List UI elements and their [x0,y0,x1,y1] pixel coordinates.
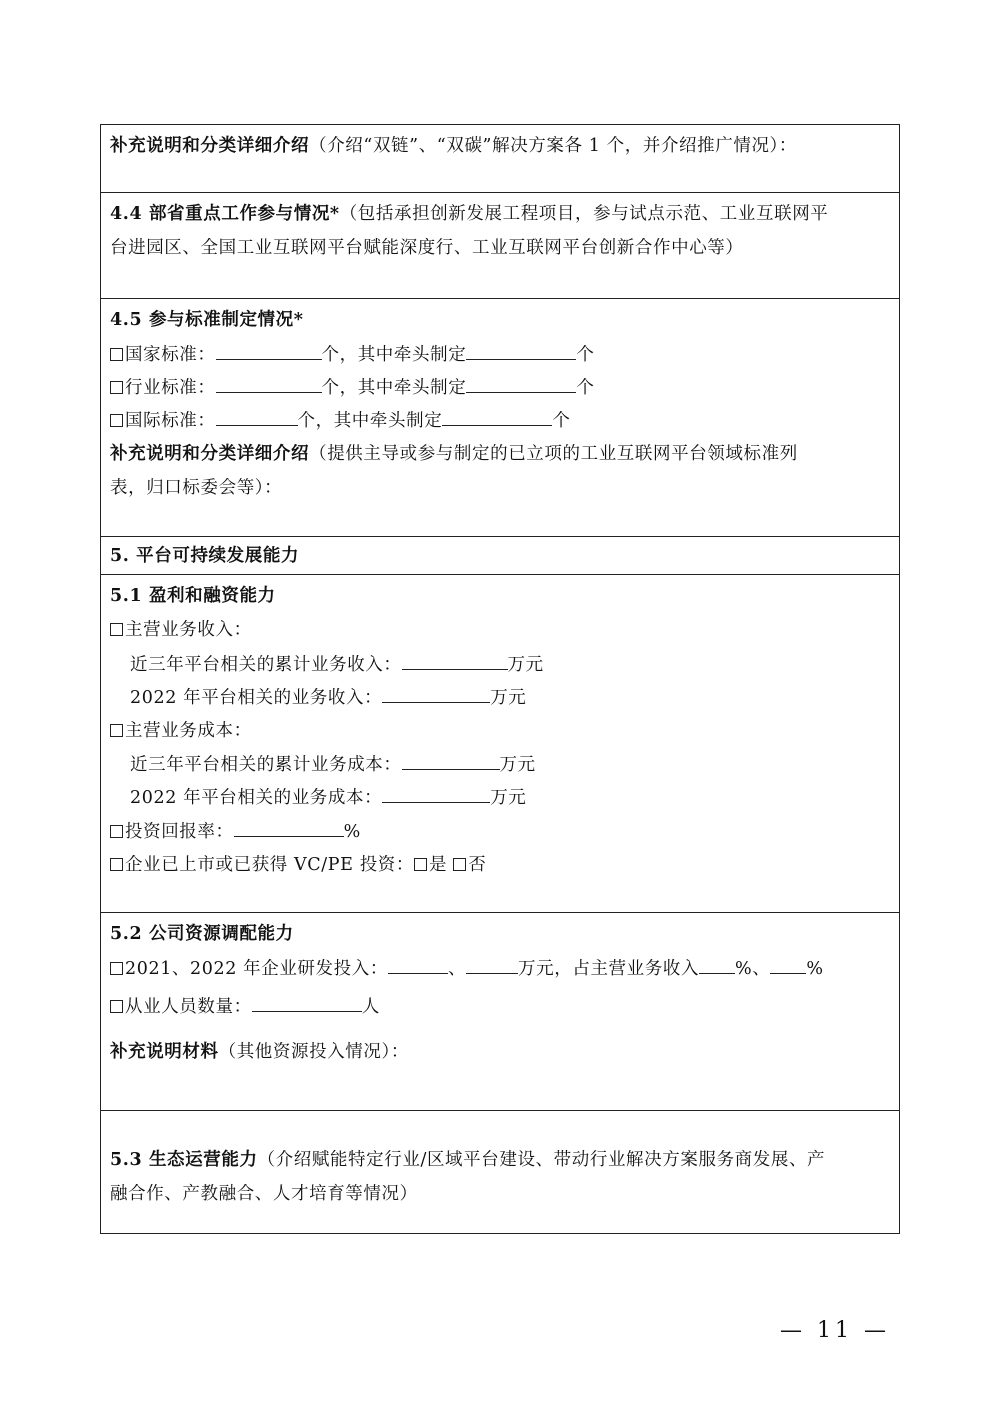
standard-row-international [110,409,570,432]
listed-no-checkbox[interactable] [453,858,466,871]
national-standard-count-field[interactable] [216,343,322,360]
national-standard-label: 国家标准： [125,345,216,365]
standard-row-industry [110,376,594,399]
section-5-3-title: 5.3 生态运营能力 [110,1150,258,1170]
section-5-2-title: 5.2 公司资源调配能力 [110,924,294,944]
national-standard-lead-field[interactable] [466,343,576,360]
supplementary-intro-line [110,135,797,157]
section-4-4-note-2: 台进园区、全国工业互联网平台赋能深度行、工业互联网平台创新合作中心等） [110,238,744,258]
standard-supplementary-line-1 [110,443,798,465]
rd-2022-field[interactable] [466,957,518,974]
roi-checkbox[interactable] [110,825,123,838]
revenue-3y-label: 近三年平台相关的累计业务收入： [130,655,402,675]
cost-checkbox[interactable] [110,724,123,737]
staff-checkbox[interactable] [110,1000,123,1013]
cost-2022-unit: 万元 [490,788,527,808]
page-number: — 11 — [780,1318,890,1343]
section-4-4-note-1: （包括承担创新发展工程项目，参与试点示范、工业互联网平 [339,204,829,224]
standard-supplementary-note-2: 表，归口标委会等）： [110,478,283,498]
cost-3y-unit: 万元 [499,755,536,775]
section-5 [101,537,899,575]
international-standard-checkbox[interactable] [110,414,123,427]
revenue-2022-field[interactable] [382,686,490,703]
supplementary-intro-title: 补充说明和分类详细介绍 [110,136,310,156]
industry-standard-mid: 个，其中牵头制定 [321,378,467,398]
industry-standard-count-field[interactable] [216,376,322,393]
supplementary-intro-note: （介绍“双链”、“双碳”解决方案各 1 个，并介绍推广情况）： [309,136,798,156]
revenue-3y-row [130,653,544,676]
international-standard-count-field[interactable] [216,409,298,426]
resource-supplementary-line [110,1041,409,1063]
international-standard-unit: 个 [552,411,571,431]
listed-yes-checkbox[interactable] [414,858,427,871]
cost-3y-label: 近三年平台相关的累计业务成本： [130,755,402,775]
resource-supplementary-note: （其他资源投入情况）： [218,1042,409,1062]
section-5-3 [101,1111,899,1233]
revenue-2022-row [130,686,526,709]
rd-pct-2021-field[interactable] [699,957,735,974]
rd-pct-unit: % [806,959,824,979]
standard-supplementary-title: 补充说明和分类详细介绍 [110,444,310,464]
listed-no-label: 否 [468,855,487,875]
staff-label: 从业人员数量： [125,997,252,1017]
revenue-3y-field[interactable] [402,653,508,670]
section-supplementary-intro [101,125,899,193]
international-standard-mid: 个，其中牵头制定 [297,411,443,431]
rd-separator: 、 [447,959,467,979]
rd-pct-2022-field[interactable] [770,957,806,974]
revenue-2022-unit: 万元 [490,688,527,708]
section-5-3-note-1: （介绍赋能特定行业/区域平台建设、带动行业解决方案服务商发展、产 [257,1150,826,1170]
rd-pct-separator: %、 [735,959,771,979]
standard-row-national [110,343,594,366]
section-4-4-line-1 [110,203,828,225]
rd-row [110,957,824,980]
national-standard-unit: 个 [576,345,595,365]
rd-unit: 万元，占主营业务收入 [518,959,700,979]
international-standard-lead-field[interactable] [442,409,552,426]
section-4-4-title: 4.4 部省重点工作参与情况* [110,204,340,224]
section-5-2 [101,913,899,1111]
roi-unit: % [343,822,361,842]
roi-row [110,820,361,843]
staff-unit: 人 [361,997,380,1017]
resource-supplementary-title: 补充说明材料 [110,1042,219,1062]
section-5-3-note-2: 融合作、产教融合、人才培育等情况） [110,1184,418,1204]
cost-3y-row [130,753,536,776]
cost-3y-field[interactable] [402,753,500,770]
revenue-row [110,619,252,641]
revenue-label: 主营业务收入： [125,620,252,640]
roi-field[interactable] [234,820,344,837]
rd-label: 2021、2022 年企业研发投入： [125,959,388,979]
cost-2022-label: 2022 年平台相关的业务成本： [130,788,383,808]
rd-checkbox[interactable] [110,962,123,975]
roi-label: 投资回报率： [125,822,234,842]
national-standard-mid: 个，其中牵头制定 [321,345,467,365]
industry-standard-checkbox[interactable] [110,381,123,394]
cost-2022-field[interactable] [382,786,490,803]
staff-row [110,995,380,1018]
cost-label: 主营业务成本： [125,721,252,741]
national-standard-checkbox[interactable] [110,348,123,361]
section-4-5 [101,299,899,537]
revenue-2022-label: 2022 年平台相关的业务收入： [130,688,383,708]
form-table [100,124,900,1234]
section-5-1 [101,575,899,913]
section-5-3-line-1 [110,1149,825,1171]
section-5-1-title: 5.1 盈利和融资能力 [110,586,276,606]
rd-2021-field[interactable] [388,957,448,974]
listed-yes-label: 是 [429,855,448,875]
revenue-checkbox[interactable] [110,623,123,636]
section-4-5-title: 4.5 参与标准制定情况* [110,310,304,330]
industry-standard-lead-field[interactable] [466,376,576,393]
cost-2022-row [130,786,526,809]
listed-label: 企业已上市或已获得 VC/PE 投资： [125,855,414,875]
staff-field[interactable] [252,995,362,1012]
industry-standard-unit: 个 [576,378,595,398]
listed-checkbox[interactable] [110,858,123,871]
section-4-4 [101,193,899,299]
industry-standard-label: 行业标准： [125,378,216,398]
cost-row [110,720,252,742]
section-5-title: 5. 平台可持续发展能力 [110,546,300,566]
listed-row [110,854,486,876]
international-standard-label: 国际标准： [125,411,216,431]
standard-supplementary-note-1: （提供主导或参与制定的已立项的工业互联网平台领域标准列 [309,444,798,464]
revenue-3y-unit: 万元 [507,655,544,675]
